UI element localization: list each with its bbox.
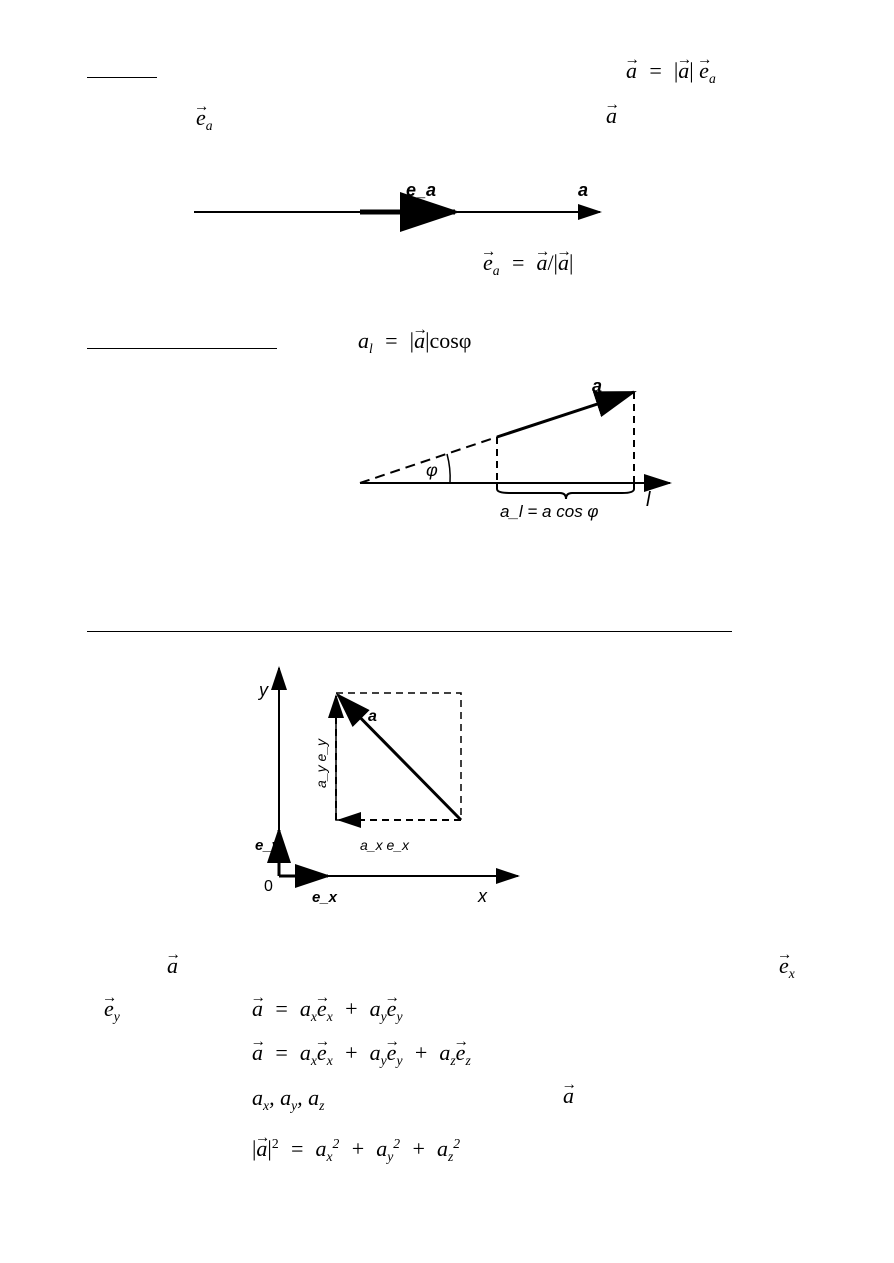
formula-basis-y: → $e_y$ — [104, 998, 120, 1023]
projection-label: a_l = a cos φ — [500, 502, 599, 521]
basis-x-label: e_x — [312, 889, 338, 906]
component-x-label: a_x e_x — [360, 837, 410, 853]
formula-decomp-3d: → $a = a_x\to e_x + a_y\to e_y + a_z\to e_z$ — [252, 1042, 471, 1067]
section-rule-2 — [87, 348, 277, 349]
formula-unit-vector-symbol: → $e_a$ — [196, 107, 213, 132]
section-rule-3 — [87, 631, 732, 632]
origin-label: 0 — [264, 878, 273, 895]
formula-components: $a_x$, $a_y$, $a_z$ — [252, 1085, 325, 1113]
formula-unit-vector-def: → $e_a$ = → a/|→ a| — [483, 252, 573, 277]
brace — [497, 483, 634, 499]
formula-vector-symbol: → a — [606, 105, 617, 127]
vector-a-arrow — [338, 695, 461, 820]
y-axis-label: y — [259, 680, 268, 700]
formula-vector-symbol-2: → a — [167, 955, 178, 977]
formula-magnitude-squared: |→ $a|^2 = a_x^2 + a_y^2 + a_z^2$ — [252, 1137, 460, 1164]
component-y-label: a_y e_y — [313, 738, 329, 788]
x-axis-label: x — [478, 886, 487, 906]
figure-projection — [0, 370, 894, 570]
formula-vector-symbol-3: → a — [563, 1085, 574, 1107]
formula-basis-x: → $e_x$ — [779, 955, 795, 980]
vector-a-label: a — [368, 708, 377, 725]
vector-a — [497, 392, 634, 437]
axis-l-label: l — [646, 489, 651, 511]
formula-decomp-2d: → $a = a_x\to e_x + a_y\to e_y$ — [252, 998, 403, 1023]
figure-unit-vector — [0, 160, 894, 400]
unit-vector-label: e_a — [406, 180, 437, 200]
vector-a-label: a — [578, 180, 589, 200]
formula-vector-decomposition: → a = |→ $a| \to e_a$ — [626, 60, 716, 85]
vector-a-label: a — [592, 376, 603, 396]
angle-phi-label: φ — [426, 460, 438, 480]
section-rule-1 — [87, 77, 157, 78]
basis-y-label: e_y — [255, 837, 281, 854]
formula-projection: $a_l$ = |→ a|cosφ — [358, 330, 472, 355]
figure-coordinate-decomposition — [0, 660, 894, 910]
angle-arc — [447, 454, 450, 483]
